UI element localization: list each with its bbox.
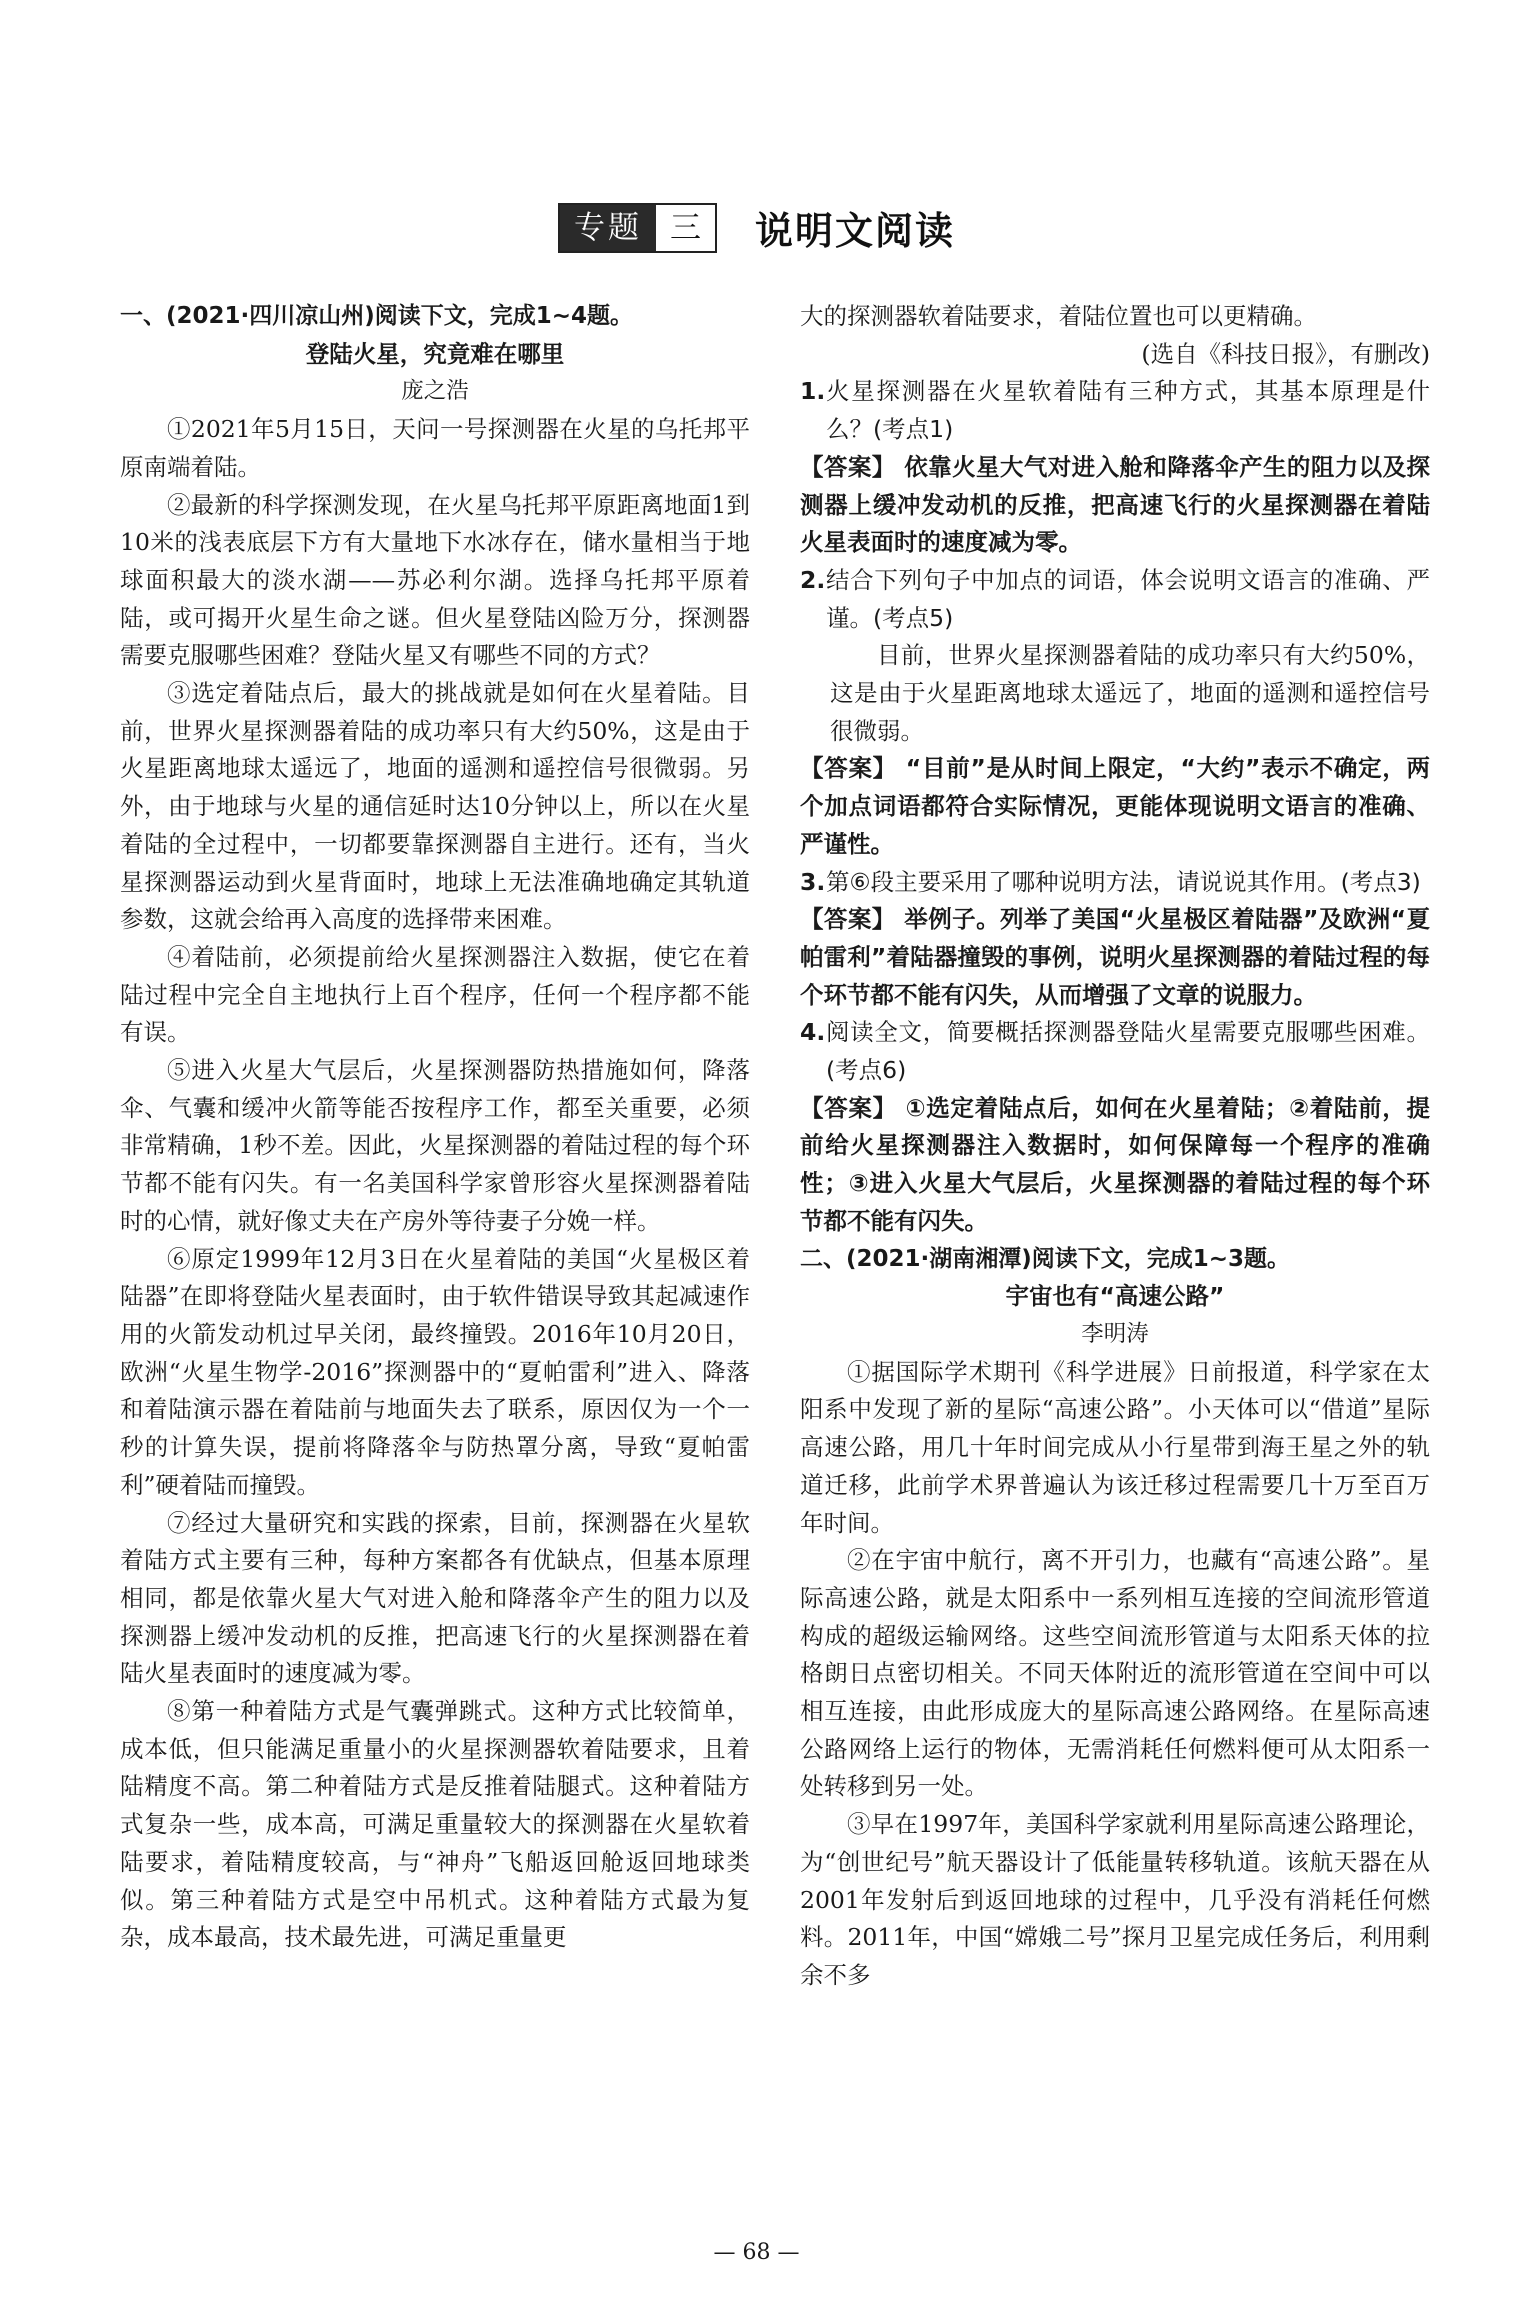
article-two-paragraph-3: ③早在1997年，美国科学家就利用星际高速公路理论，为“创世纪号”航天器设计了低能量转移轨道。该航天器在从2001年发射后到返回地球的过程中，几乎没有消耗任何燃料。2011年，中国“嫦娥二号”探月卫星完成任务后，利用剩余不多 bbox=[800, 1810, 1430, 1989]
section-two-heading: 二、(2021·湖南湘潭)阅读下文，完成1~3题。 bbox=[800, 1245, 1291, 1272]
article-two-title: 宇宙也有“高速公路” bbox=[1005, 1282, 1225, 1311]
article-two-author: 李明涛 bbox=[1081, 1320, 1149, 1347]
chapter-tag-number: 三 bbox=[669, 209, 701, 246]
question-2: 2. 结合下列句子中加点的词语，体会说明文语言的准确、严谨。(考点5) bbox=[800, 562, 1430, 637]
article-one-paragraph-5: ⑤进入火星大气层后，火星探测器防热措施如何，降落伞、气囊和缓冲火箭等能否按程序工作，都至关重要，必须非常精确，1秒不差。因此，火星探测器的着陆过程的每个环节都不能有闪失。有一名美国科学家曾形容火星探测器着陆时的心情，就好像丈夫在产房外等待妻子分娩一样。 bbox=[120, 1056, 750, 1235]
article-two-paragraph-1: ①据国际学术期刊《科学进展》日前报道，科学家在太阳系中发现了新的星际“高速公路”。小天体可以“借道”星际高速公路，用几十年时间完成从小行星带到海王星之外的轨道迁移，此前学术界普遍认为该迁移过程需要几十万至百万年时间。 bbox=[800, 1357, 1430, 1537]
question-1-text: 火星探测器在火星软着陆有三种方式，其基本原理是什么？(考点1) bbox=[826, 377, 1430, 444]
question-2-text: 结合下列句子中加点的词语，体会说明文语言的准确、严谨。(考点5) bbox=[826, 565, 1430, 632]
chapter-tag bbox=[558, 203, 717, 253]
question-4-text: 阅读全文，简要概括探测器登陆火星需要克服哪些困难。(考点6) bbox=[826, 1018, 1430, 1085]
article-two-paragraph-2: ②在宇宙中航行，离不开引力，也藏有“高速公路”。星际高速公路，就是太阳系中一系列相互连接的空间流形管道构成的超级运输网络。这些空间流形管道与太阳系天体的拉格朗日点密切相关。不同天体附近的流形管道在空间中可以相互连接，由此形成庞大的星际高速公路网络。在星际高速公路网络上运行的物体，无需消耗任何燃料便可从太阳系一处转移到另一处。 bbox=[800, 1546, 1430, 1801]
left-column bbox=[120, 298, 750, 1957]
chapter-title: 说明文阅读 bbox=[754, 209, 955, 253]
article-one-paragraph-7: ⑦经过大量研究和实践的探索，目前，探测器在火星软着陆方式主要有三种，每种方案都各有优缺点，但基本原理相同，都是依靠火星大气对进入舱和降落伞产生的阻力以及探测器上缓冲发动机的反推，把高速飞行的火星探测器在着陆火星表面时的速度减为零。 bbox=[120, 1508, 750, 1688]
article-one-title: 登陆火星，究竟难在哪里 bbox=[305, 339, 565, 368]
question-2-answer: 【答案】 “目前”是从时间上限定，“大约”表示不确定，两个加点词语都符合实际情况，更能体现说明文语言的准确、严谨性。 bbox=[800, 754, 1430, 858]
article-one-paragraph-2: ②最新的科学探测发现，在火星乌托邦平原距离地面1到10米的浅表底层下方有大量地下水冰存在，储水量相当于地球面积最大的淡水湖——苏必利尔湖。选择乌托邦平原着陆，或可揭开火星生命之谜。但火星登陆凶险万分，探测器需要克服哪些困难？登陆火星又有哪些不同的方式？ bbox=[120, 490, 750, 670]
question-3-answer: 【答案】 举例子。列举了美国“火星极区着陆器”及欧洲“夏帕雷利”着陆器撞毁的事例，说明火星探测器的着陆过程的每个环节都不能有闪失，从而增强了文章的说服力。 bbox=[800, 905, 1430, 1009]
article-one-paragraph-8-continued: 大的探测器软着陆要求，着陆位置也可以更精确。 bbox=[800, 302, 1317, 330]
article-one-paragraph-3: ③选定着陆点后，最大的挑战就是如何在火星着陆。目前，世界火星探测器着陆的成功率只有大约50%，这是由于火星距离地球太遥远了，地面的遥测和遥控信号很微弱。另外，由于地球与火星的通信延时达10分钟以上，所以在火星着陆的全过程中，一切都要靠探测器自主进行。还有，当火星探测器运动到火星背面时，地球上无法准确地确定其轨道参数，这就会给再入高度的选择带来困难。 bbox=[120, 679, 750, 934]
question-4-answer: 【答案】 ①选定着陆点后，如何在火星着陆；②着陆前，提前给火星探测器注入数据时，如何保障每一个程序的准确性；③进入火星大气层后，火星探测器的着陆过程的每个环节都不能有闪失。 bbox=[800, 1093, 1430, 1235]
chapter-tag-label: 专题 bbox=[560, 205, 656, 251]
question-1-answer: 【答案】 依靠火星大气对进入舱和降落伞产生的阻力以及探测器上缓冲发动机的反推，把高速飞行的火星探测器在着陆火星表面时的速度减为零。 bbox=[800, 452, 1430, 557]
right-column bbox=[800, 298, 1430, 1995]
question-3-text: 第⑥段主要采用了哪种说明方法，请说说其作用。(考点3) bbox=[826, 867, 1421, 896]
article-one-source: (选自《科技日报》，有删改) bbox=[1141, 339, 1430, 368]
page-number: — 68 — bbox=[713, 2240, 800, 2265]
article-one-paragraph-1: ①2021年5月15日，天问一号探测器在火星的乌托邦平原南端着陆。 bbox=[120, 415, 750, 481]
section-one-heading: 一、(2021·四川凉山州)阅读下文，完成1~4题。 bbox=[120, 303, 634, 329]
article-one-author: 庞之浩 bbox=[401, 378, 469, 405]
article-one-paragraph-6: ⑥原定1999年12月3日在火星着陆的美国“火星极区着陆器”在即将登陆火星表面时，由于软件错误导致其起减速作用的火箭发动机过早关闭，最终撞毁。2016年10月20日，欧洲“火星生物学-2016”探测器中的“夏帕雷利”进入、降落和着陆演示器在着陆前与地面失去了联系，原因仅为一个一秒的计算失误，提前将降落伞与防热罩分离，导致“夏帕雷利”硬着陆而撞毁。 bbox=[120, 1244, 750, 1499]
chapter-header bbox=[0, 200, 1513, 255]
question-2-quote: 目前，世界火星探测器着陆的成功率只有大约50%，这是由于火星距离地球太遥远了，地面的遥测和遥控信号很微弱。 bbox=[830, 641, 1430, 745]
article-one-paragraph-4: ④着陆前，必须提前给火星探测器注入数据，使它在着陆过程中完全自主地执行上百个程序，任何一个程序都不能有误。 bbox=[120, 942, 750, 1047]
question-1: 1. 火星探测器在火星软着陆有三种方式，其基本原理是什么？(考点1) bbox=[800, 373, 1430, 448]
article-one-paragraph-8: ⑧第一种着陆方式是气囊弹跳式。这种方式比较简单，成本低，但只能满足重量小的火星探测器软着陆要求，且着陆精度不高。第二种着陆方式是反推着陆腿式。这种着陆方式复杂一些，成本高，可满足重量较大的探测器在火星软着陆要求，着陆精度较高，与“神舟”飞船返回舱返回地球类似。第三种着陆方式是空中吊机式。这种着陆方式最为复杂，成本最高，技术最先进，可满足重量更 bbox=[120, 1697, 750, 1952]
question-3: 3. 第⑥段主要采用了哪种说明方法，请说说其作用。(考点3) bbox=[800, 864, 1430, 902]
question-4: 4. 阅读全文，简要概括探测器登陆火星需要克服哪些困难。(考点6) bbox=[800, 1014, 1430, 1089]
